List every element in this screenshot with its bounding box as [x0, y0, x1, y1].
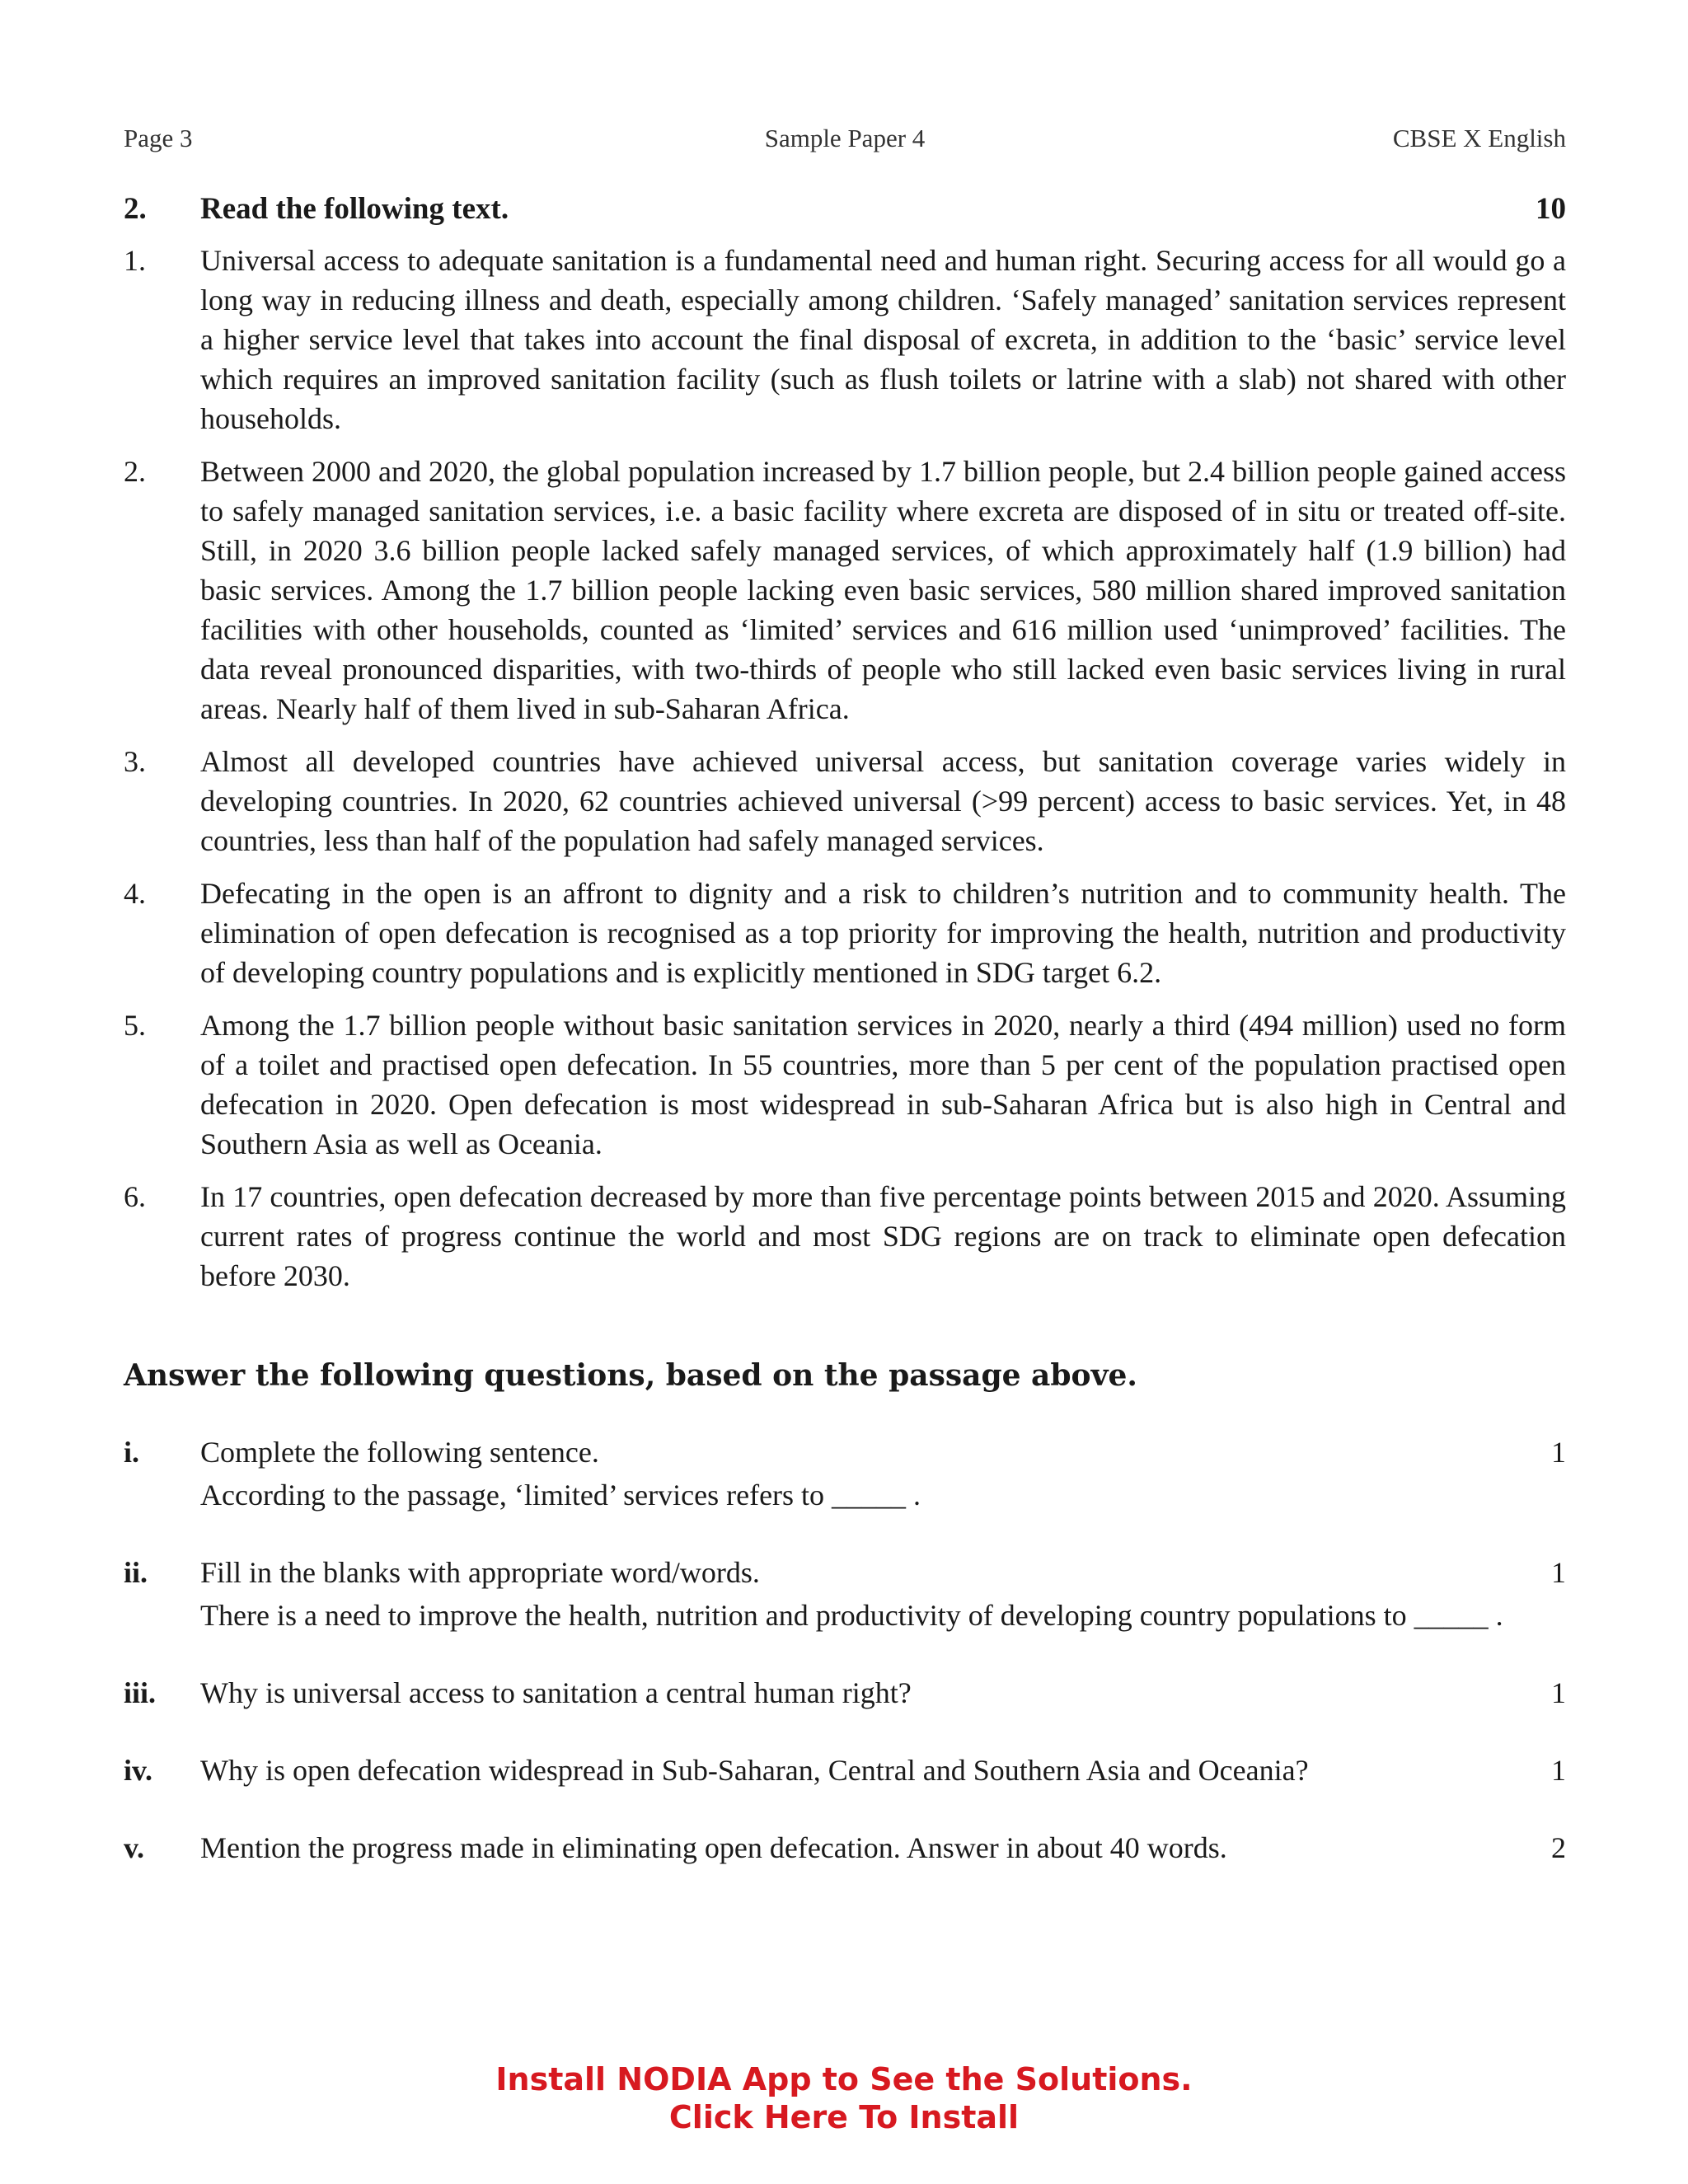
section-number: 2.: [124, 192, 147, 226]
paragraph-number: 4.: [124, 877, 146, 910]
question-subtext: There is a need to improve the health, nutrition and productivity of developing country populations to _____ .: [200, 1599, 1503, 1632]
question-item: [124, 1826, 1566, 1869]
section-marks: 10: [1536, 192, 1566, 226]
question-number: ii.: [124, 1556, 148, 1589]
install-app-link[interactable]: Install NODIA App to See the Solutions.: [495, 2061, 1193, 2097]
question-marks: 1: [1551, 1556, 1566, 1589]
question-marks: 2: [1551, 1831, 1566, 1864]
passage-paragraph: [124, 452, 1566, 729]
passage-paragraph: [124, 874, 1566, 992]
question-text: Why is open defecation widespread in Sub-Saharan, Central and Southern Asia and Oceania?: [200, 1754, 1309, 1787]
paragraph-text: Defecating in the open is an affront to dignity and a risk to children’s nutrition and to community health. The elimination of open defecation is recognised as a top priority for improving the health, nutrition and productivity of developing country populations and is explicitly mentioned in SDG target 6.2.: [200, 877, 1566, 989]
question-number: i.: [124, 1436, 140, 1469]
question-marks: 1: [1551, 1754, 1566, 1787]
click-to-install-link[interactable]: Click Here To Install: [668, 2099, 1020, 2135]
question-text: Mention the progress made in eliminating open defecation. Answer in about 40 words.: [200, 1831, 1227, 1864]
paragraph-number: 5.: [124, 1009, 146, 1042]
passage-paragraph: [124, 1005, 1566, 1164]
subject-label: CBSE X English: [1392, 124, 1566, 152]
question-subtext: According to the passage, ‘limited’ services refers to _____ .: [200, 1479, 921, 1511]
paragraph-number: 3.: [124, 745, 146, 778]
install-promo: [0, 2060, 1688, 2136]
passage-paragraph: [124, 742, 1566, 860]
question-text: Why is universal access to sanitation a central human right?: [200, 1676, 912, 1709]
passage: [124, 241, 1566, 1309]
paper-title: Sample Paper 4: [764, 124, 926, 152]
question-text: Fill in the blanks with appropriate word/words.: [200, 1556, 760, 1589]
question-text: Complete the following sentence.: [200, 1436, 599, 1469]
question-item: [124, 1551, 1566, 1637]
question-number: v.: [124, 1831, 145, 1864]
paragraph-text: Among the 1.7 billion people without basic sanitation services in 2020, nearly a third (494 million) used no form of a toilet and practised open defecation. In 55 countries, more than 5 per cent of the population practised open defecation in 2020. Open defecation is most widespread in sub-Saharan Africa but is also high in Central and Southern Asia as well as Oceania.: [200, 1009, 1566, 1160]
paragraph-text: Between 2000 and 2020, the global population increased by 1.7 billion people, but 2.4 billion people gained access to safely managed sanitation services, i.e. a basic facility where excreta are disposed of in situ or treated off-site. Still, in 2020 3.6 billion people lacked safely managed services, of which approximately half (1.9 billion) had basic services. Among the 1.7 billion people lacking even basic services, 580 million shared improved sanitation facilities with other households, counted as ‘limited’ services and 616 million used ‘unimproved’ facilities. The data reveal pronounced disparities, with two-thirds of people who still lacked even basic services living in rural areas. Nearly half of them lived in sub-Saharan Africa.: [200, 455, 1566, 725]
page-number: Page 3: [124, 124, 193, 152]
paragraph-number: 1.: [124, 244, 146, 277]
question-marks: 1: [1551, 1676, 1566, 1709]
question-number: iii.: [124, 1676, 157, 1709]
question-list: [124, 1431, 1566, 1904]
question-item: [124, 1671, 1566, 1714]
question-marks: 1: [1551, 1436, 1566, 1469]
paragraph-text: In 17 countries, open defecation decreased by more than five percentage points between 2015 and 2020. Assuming current rates of progress continue the world and most SDG regions are on track to eliminate open defecation before 2030.: [200, 1180, 1566, 1292]
question-item: [124, 1431, 1566, 1516]
paragraph-text: Almost all developed countries have achieved universal access, but sanitation coverage varies widely in developing countries. In 2020, 62 countries achieved universal (>99 percent) access to basic services. Yet, in 48 countries, less than half of the population had safely managed services.: [200, 745, 1566, 857]
question-item: [124, 1749, 1566, 1792]
passage-paragraph: [124, 241, 1566, 438]
paragraph-text: Universal access to adequate sanitation is a fundamental need and human right. Securing access for all would go a long way in reducing illness and death, especially among children. ‘Safely managed’ sanitation services represent a higher service level that takes into account the final disposal of excreta, in addition to the ‘basic’ service level which requires an improved sanitation facility (such as flush toilets or latrine with a slab) not shared with other households.: [200, 244, 1566, 435]
passage-paragraph: [124, 1177, 1566, 1296]
paragraph-number: 2.: [124, 455, 146, 488]
document-page: [124, 0, 1566, 2184]
section-title: Read the following text.: [200, 192, 509, 226]
question-number: iv.: [124, 1754, 153, 1787]
questions-heading: Answer the following questions, based on the passage above.: [124, 1358, 1137, 1393]
paragraph-number: 6.: [124, 1180, 146, 1213]
running-header: [124, 124, 1566, 157]
